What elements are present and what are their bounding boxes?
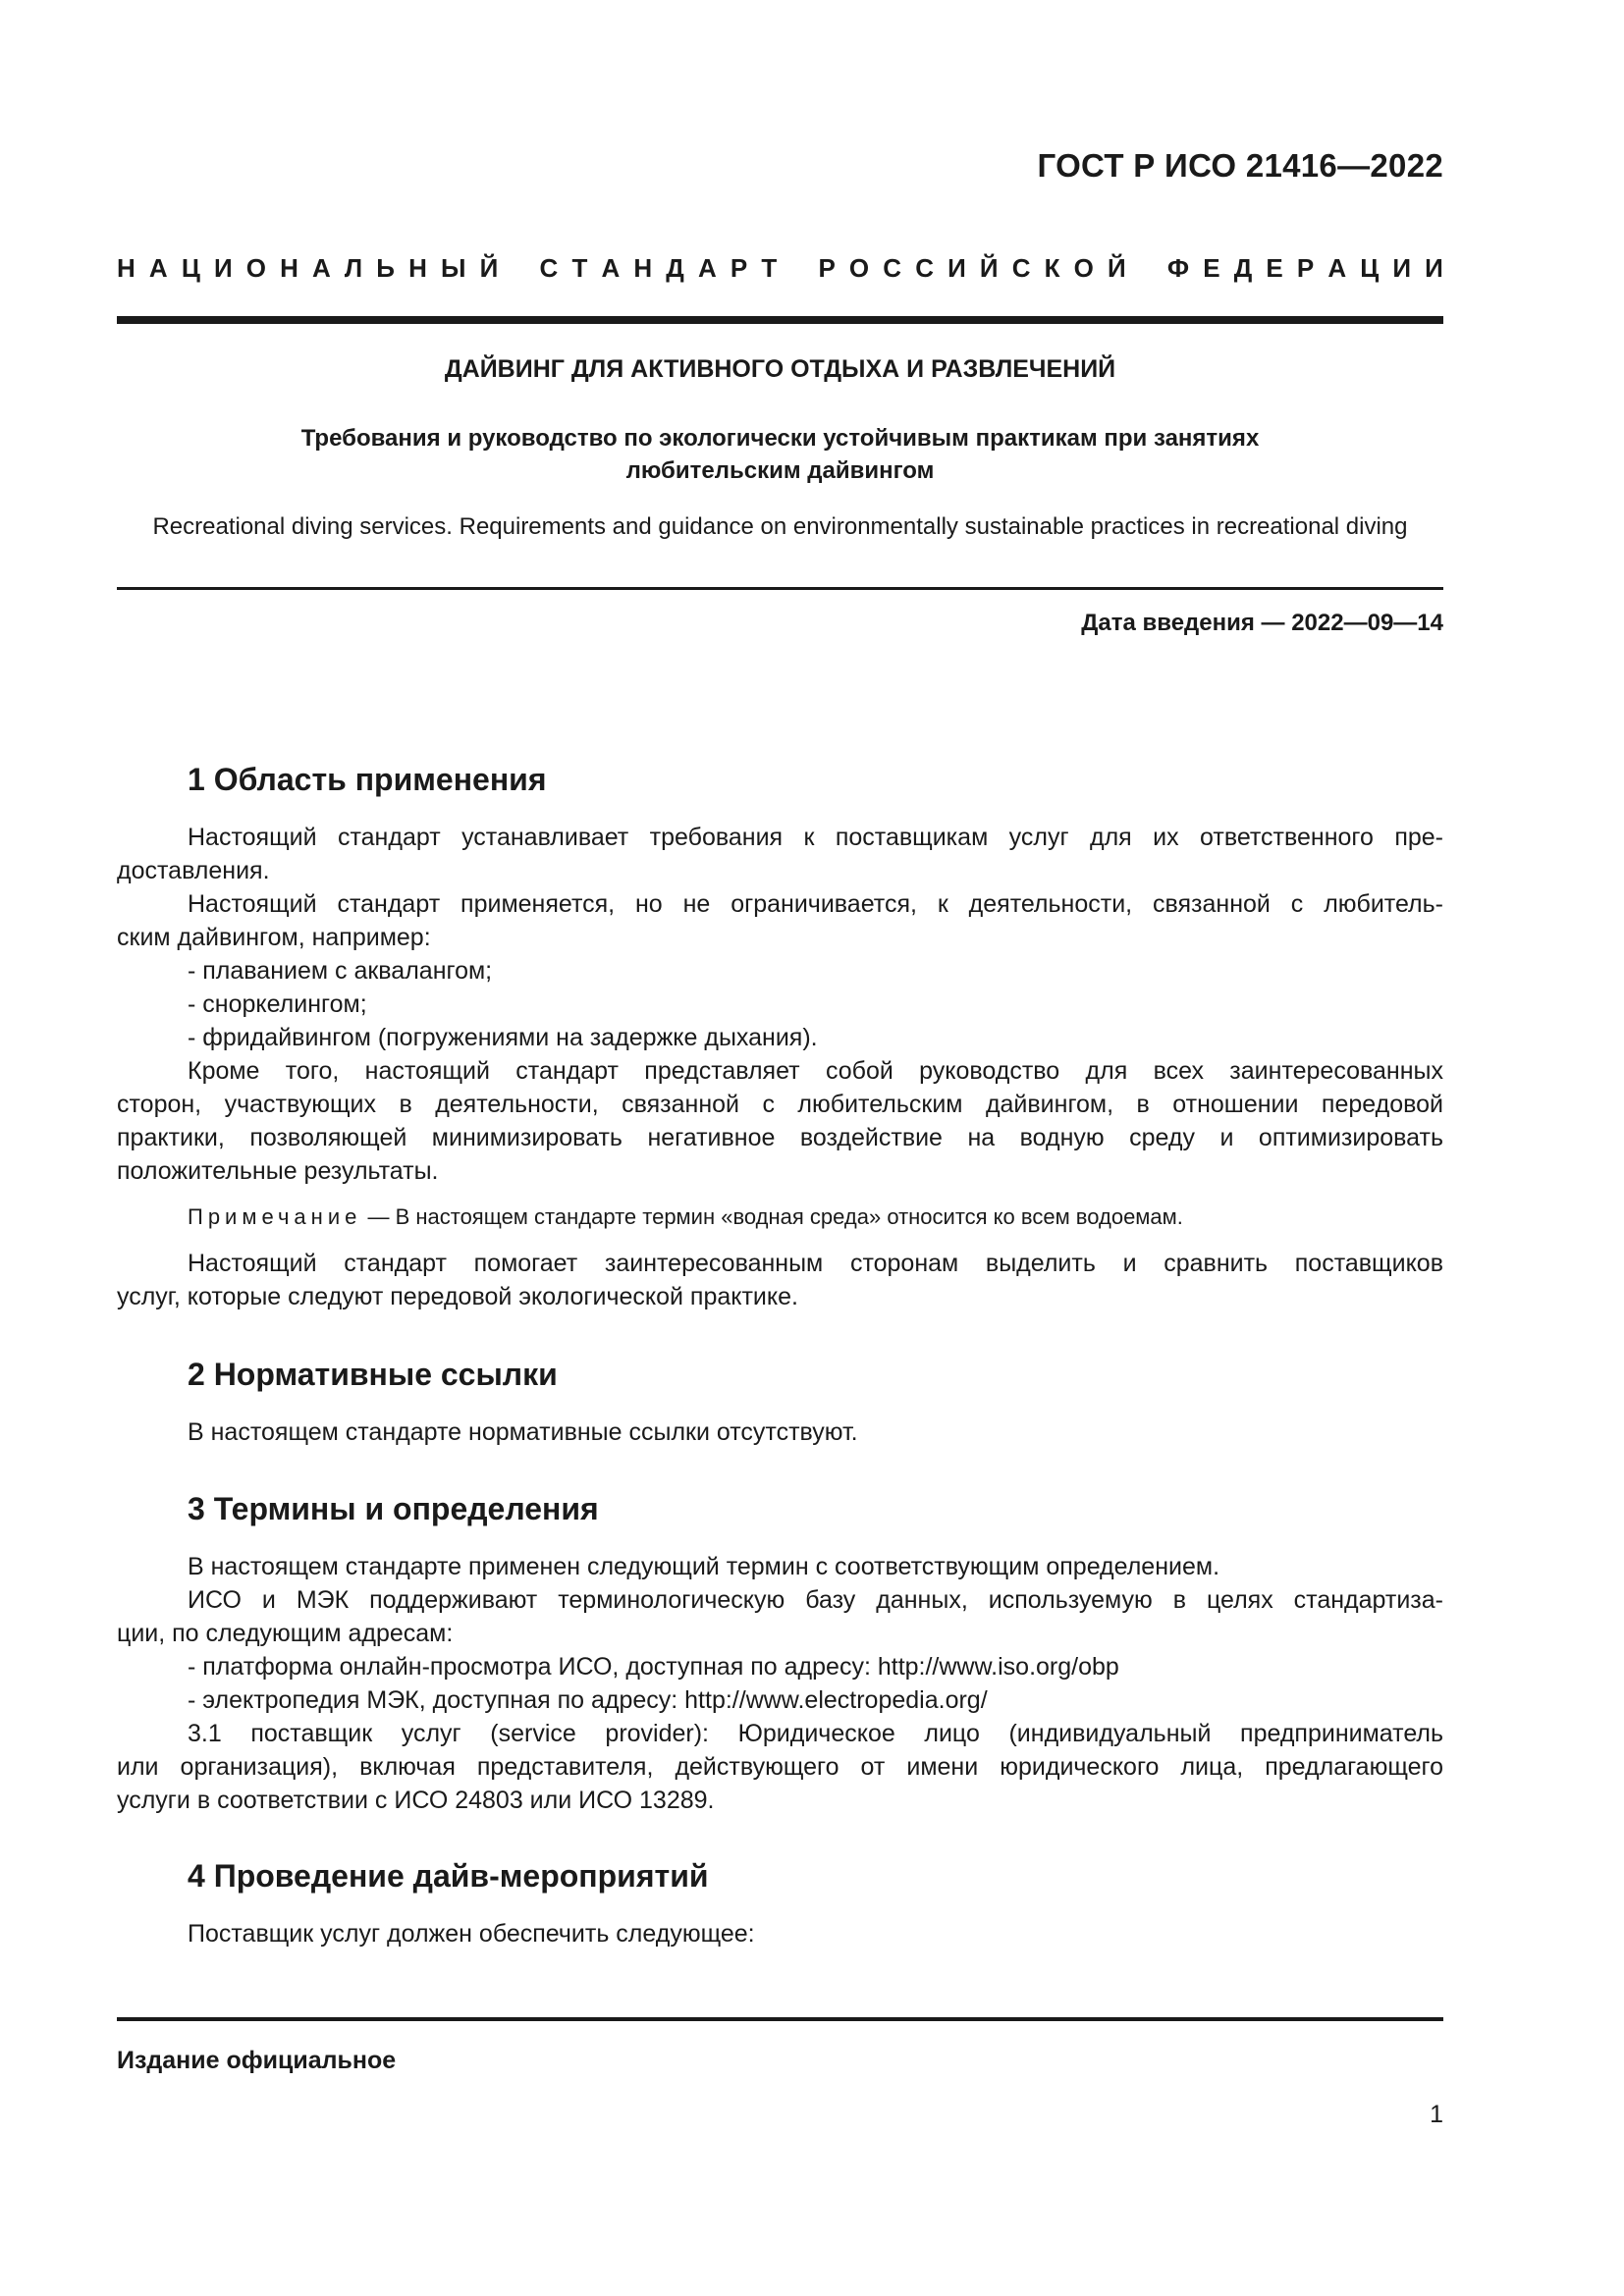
banner-letter: О bbox=[245, 253, 266, 283]
list-item: - платформа онлайн-просмотра ИСО, доступная по адресу: http://www.iso.org/obp bbox=[188, 1653, 1119, 1681]
paragraph-line: Поставщик услуг должен обеспечить следующее: bbox=[188, 1920, 755, 1948]
banner-letter: И bbox=[1392, 253, 1412, 283]
paragraph-line: ции, по следующим адресам: bbox=[117, 1620, 454, 1647]
banner-letter: С bbox=[915, 253, 934, 283]
banner-letter: О bbox=[848, 253, 870, 283]
paragraph-line: сторон, участвующих в деятельности, связанной с любительским дайвингом, в отношении передовой bbox=[117, 1091, 1443, 1118]
note-label: Примечание bbox=[188, 1204, 362, 1229]
banner-letter: А bbox=[601, 253, 621, 283]
banner-letter: Й bbox=[1107, 253, 1126, 283]
banner-letter: А bbox=[148, 253, 168, 283]
introduction-date: Дата введения — 2022—09—14 bbox=[1081, 610, 1443, 636]
paragraph-line: ИСО и МЭК поддерживают терминологическую базу данных, используемую в целях стандартиза- bbox=[188, 1586, 1443, 1614]
banner-letter: Й bbox=[979, 253, 999, 283]
banner-letter bbox=[1140, 253, 1154, 284]
banner-letter: Е bbox=[1203, 253, 1220, 283]
banner-letter: С bbox=[1011, 253, 1031, 283]
section-4-heading: 4 Проведение дайв-мероприятий bbox=[188, 1858, 709, 1894]
banner-letter: Р bbox=[730, 253, 748, 283]
banner-letter: А bbox=[697, 253, 717, 283]
term-definition-line: услуги в соответствии с ИСО 24803 или ИСО 13289. bbox=[117, 1787, 715, 1814]
banner-letter: Й bbox=[479, 253, 499, 283]
paragraph-line: Настоящий стандарт помогает заинтересованным сторонам выделить и сравнить поставщиков bbox=[188, 1250, 1443, 1277]
banner-letter: Т bbox=[761, 253, 778, 283]
title-rule bbox=[117, 587, 1443, 590]
banner-letter: И bbox=[1425, 253, 1443, 283]
header-rule bbox=[117, 316, 1443, 324]
banner-letter: О bbox=[1073, 253, 1094, 283]
paragraph-line: Кроме того, настоящий стандарт представляет собой руководство для всех заинтересованных bbox=[188, 1057, 1443, 1085]
banner-letter: Е bbox=[1266, 253, 1283, 283]
banner-letter: Ы bbox=[441, 253, 466, 283]
section-2-heading: 2 Нормативные ссылки bbox=[188, 1357, 558, 1392]
banner-letter: С bbox=[539, 253, 559, 283]
document-title: ДАЙВИНГ ДЛЯ АКТИВНОГО ОТДЫХА И РАЗВЛЕЧЕНИЙ bbox=[444, 355, 1116, 383]
list-item: - электропедия МЭК, доступная по адресу: http://www.electropedia.org/ bbox=[188, 1686, 988, 1714]
banner-letter: Р bbox=[818, 253, 836, 283]
paragraph-line: Настоящий стандарт устанавливает требования к поставщикам услуг для их ответственного пре- bbox=[188, 824, 1443, 851]
note-text: — В настоящем стандарте термин «водная среда» относится ко всем водоемам. bbox=[361, 1204, 1183, 1229]
banner-letter: А bbox=[312, 253, 331, 283]
section-3-heading: 3 Термины и определения bbox=[188, 1491, 599, 1526]
list-item: - плаванием с аквалангом; bbox=[188, 957, 493, 985]
banner-letter: Н bbox=[408, 253, 427, 283]
banner-letter: Н bbox=[280, 253, 298, 283]
paragraph-line: доставления. bbox=[117, 857, 270, 884]
document-subtitle bbox=[117, 422, 1443, 487]
banner-letter: И bbox=[213, 253, 233, 283]
banner-letter: И bbox=[947, 253, 966, 283]
banner-letter: Т bbox=[571, 253, 588, 283]
term-definition-line: или организация), включая представителя, действующего от имени юридического лица, предлагающего bbox=[117, 1753, 1443, 1781]
banner-letter: Ц bbox=[181, 253, 200, 283]
paragraph-line: ским дайвингом, например: bbox=[117, 924, 431, 951]
paragraph-line: В настоящем стандарте нормативные ссылки отсутствуют. bbox=[188, 1418, 858, 1446]
banner-letter: Ь bbox=[376, 253, 395, 283]
page-number: 1 bbox=[1430, 2101, 1443, 2128]
list-item: - фридайвингом (погружениями на задержке дыхания). bbox=[188, 1024, 818, 1051]
banner-letter: А bbox=[1327, 253, 1347, 283]
banner-letter: Р bbox=[1296, 253, 1315, 283]
footer-rule bbox=[117, 2017, 1443, 2021]
banner-letter: Л bbox=[344, 253, 363, 283]
banner-letter: Н bbox=[633, 253, 653, 283]
banner-letter bbox=[512, 253, 525, 284]
banner-letter: Н bbox=[117, 253, 135, 283]
list-item: - сноркелингом; bbox=[188, 990, 367, 1018]
banner-letter: К bbox=[1044, 253, 1060, 283]
banner-letter: Ф bbox=[1166, 253, 1190, 283]
subtitle-line: любительским дайвингом bbox=[625, 457, 935, 484]
banner-letter bbox=[790, 253, 804, 284]
document-code: ГОСТ Р ИСО 21416—2022 bbox=[1037, 147, 1443, 184]
paragraph-line: практики, позволяющей минимизировать негативное воздействие на водную среду и оптимизировать bbox=[117, 1124, 1443, 1151]
paragraph-line: В настоящем стандарте применен следующий термин с соответствующим определением. bbox=[188, 1553, 1220, 1580]
banner-letter: С bbox=[883, 253, 902, 283]
banner-letter: Д bbox=[1233, 253, 1253, 283]
english-title: Recreational diving services. Requirements and guidance on environmentally sustainable practices in recreational diving bbox=[152, 513, 1408, 540]
section-1-heading: 1 Область применения bbox=[188, 762, 547, 797]
note bbox=[188, 1201, 1514, 1234]
paragraph-line: Настоящий стандарт применяется, но не ограничивается, к деятельности, связанной с любитель- bbox=[188, 890, 1443, 918]
banner-letter: Д bbox=[666, 253, 684, 283]
paragraph-line: положительные результаты. bbox=[117, 1157, 439, 1185]
paragraph-line: услуг, которые следуют передовой экологической практике. bbox=[117, 1283, 798, 1310]
subtitle-line: Требования и руководство по экологически устойчивым практикам при занятиях bbox=[300, 425, 1260, 452]
term-definition-line: 3.1 поставщик услуг (service provider): Юридическое лицо (индивидуальный предприниматель bbox=[188, 1720, 1443, 1747]
banner-letter: Ц bbox=[1360, 253, 1380, 283]
edition-label: Издание официальное bbox=[117, 2047, 397, 2074]
national-standard-banner bbox=[117, 253, 1443, 284]
